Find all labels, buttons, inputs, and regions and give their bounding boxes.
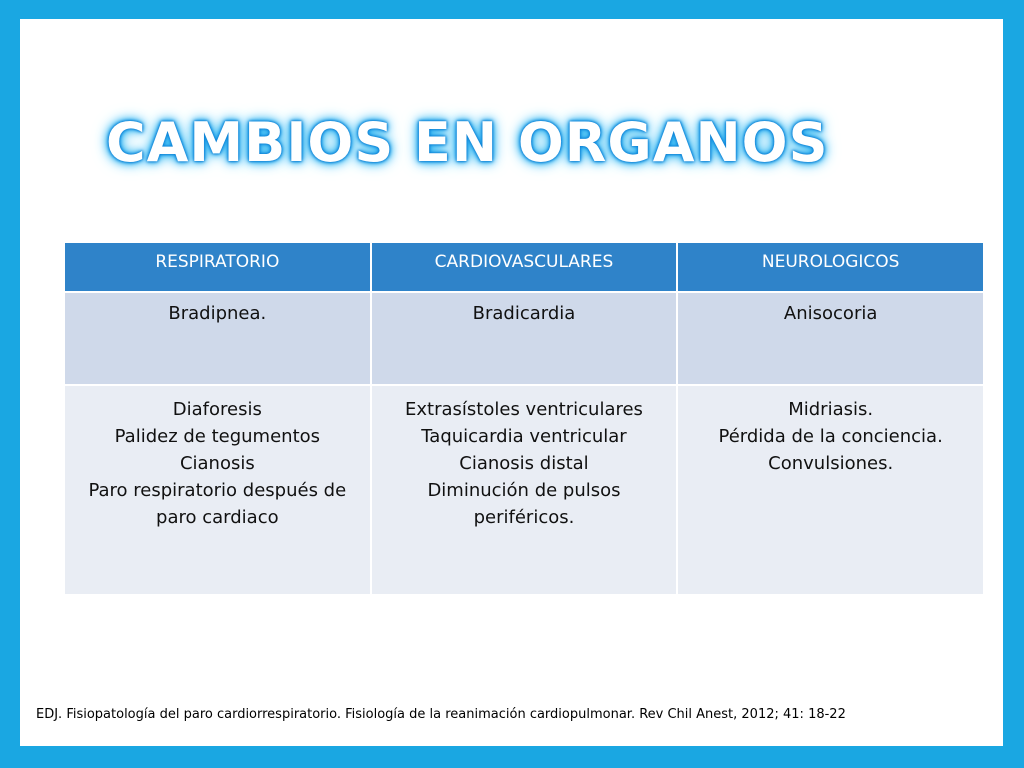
organ-changes-table xyxy=(63,241,985,596)
slide-title: CAMBIOS EN ORGANOS xyxy=(106,111,829,174)
table-header-row xyxy=(64,242,984,292)
cell-line: paro cardiaco xyxy=(156,507,279,528)
cell-line: Diminución de pulsos xyxy=(427,480,621,501)
cell-line: Diaforesis xyxy=(172,399,262,420)
cell-neurologicos-2 xyxy=(677,385,984,595)
cell-line: Paro respiratorio después de xyxy=(88,480,347,501)
cell-line: Pérdida de la conciencia. xyxy=(718,426,943,447)
header-neurologicos: NEUROLOGICOS xyxy=(677,242,984,292)
cell-line: Cianosis distal xyxy=(459,453,589,474)
cell-line: Cianosis xyxy=(179,453,255,474)
cell-line: periféricos. xyxy=(473,507,575,528)
cell-line: Convulsiones. xyxy=(768,453,894,474)
cell-line: Midriasis. xyxy=(788,399,874,420)
cell-neurologicos-1: Anisocoria xyxy=(677,292,984,385)
table-row xyxy=(64,385,984,595)
cell-line: Palidez de tegumentos xyxy=(114,426,321,447)
header-respiratorio: RESPIRATORIO xyxy=(64,242,371,292)
cell-line: Extrasístoles ventriculares xyxy=(405,399,643,420)
citation-text: EDJ. Fisiopatología del paro cardiorrespiratorio. Fisiología de la reanimación cardiopulmonar. Rev Chil Anest, 2012; 41: 18-22 xyxy=(36,707,846,722)
cell-respiratorio-1: Bradipnea. xyxy=(64,292,371,385)
cell-cardiovasculares-1: Bradicardia xyxy=(371,292,678,385)
slide-canvas xyxy=(20,19,1003,746)
header-cardiovasculares: CARDIOVASCULARES xyxy=(371,242,678,292)
cell-line: Taquicardia ventricular xyxy=(421,426,627,447)
cell-cardiovasculares-2 xyxy=(371,385,678,595)
cell-respiratorio-2 xyxy=(64,385,371,595)
table-row xyxy=(64,292,984,385)
